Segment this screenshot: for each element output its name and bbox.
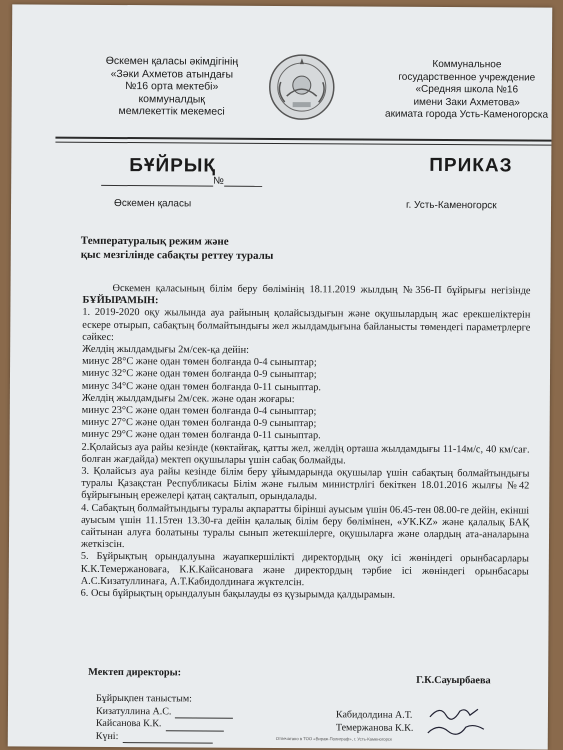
body-line: минус 23°С және одан төмен болғанда 0-4 сыныптар; — [81, 404, 317, 418]
body-line: 2.Қолайсыз ауа райы кезінде (көктайғақ, қатты жел, желдің орташа жылдамдығы 11-14м/с, 40 км/сағ. болған жағдайда) мектеп оқушылары үшін сабақ болмайды. — [81, 441, 530, 467]
number-blank — [224, 186, 262, 187]
document-page — [8, 4, 553, 749]
print-note: Отпечатано в ТОО «Вираж-Полиграф», г. Усть-Каменогорск — [275, 735, 392, 742]
header-kz-line: мемлекеттік мекемесі — [118, 105, 225, 118]
city-kz: Өскемен қаласы — [114, 197, 192, 210]
order-body — [81, 283, 531, 603]
state-emblem-icon — [267, 52, 337, 122]
header-kz-line: Өскемен қаласы әкімдігінің — [105, 54, 239, 68]
ack-row — [96, 718, 234, 731]
intro-text: Өскемен қаласының білім беру бөлімінің 18.11.2019 жылдың №356-П бұйрығы негізінде — [112, 282, 531, 297]
date-blank — [101, 185, 213, 187]
body-line: 6. Осы бұйрықтың орындалуын бақылауды өз қүзырымда қалдырамын. — [80, 587, 396, 601]
order-number-line — [101, 175, 262, 187]
body-line: Желдің жылдамдығы 2м/сек-қа дейін: — [82, 343, 250, 356]
header-kz-line: «Зәки Ахметов атындағы — [110, 67, 234, 81]
header-ru-line: государственное учреждение — [398, 71, 536, 84]
header-kz-line: №16 орта мектебі» — [125, 80, 219, 93]
acknowledgement-block — [96, 693, 234, 744]
body-line: минус 27°С және одан төмен болғанда 0-9 сыныптар; — [81, 417, 317, 430]
director-label: Мектеп директоры: — [88, 666, 182, 679]
executor-name: Темержанова К.К. — [335, 721, 414, 734]
executors-block — [336, 709, 414, 734]
date-line — [122, 742, 212, 744]
intro-order-word: БҰЙЫРАМЫН: — [82, 294, 159, 307]
header-divider — [55, 142, 551, 146]
header-ru-line: имени Заки Ахметова» — [413, 96, 520, 108]
body-line: 5. Бұйрықтың орындалуына жауапкершілікті директордың оқу ісі жөніндегі орынбасарлары К.К.Темержановаға, К.К.Кайсановаға және директордың тәрбие ісі жөніндегі орынбасары А.С.Кизатуллинаға, А.Т.Кабидолдинаға жүктелсін. — [80, 551, 529, 589]
title-kz: БҰЙРЫҚ — [129, 155, 217, 177]
ack-row — [96, 705, 234, 718]
executor-name: Кабидолдина А.Т. — [335, 709, 413, 721]
header-ru — [372, 59, 562, 123]
ack-heading: Бұйрықпен таныстым: — [95, 692, 193, 705]
ack-name: Кизатуллина А.С. — [95, 705, 172, 717]
body-line: минус 34°С және одан төмен болғанда 0-11 сыныптар. — [81, 380, 322, 393]
body-line: 4. Сабақтың болмайтындығы туралы ақпаратты бірінші ауысым үшін 06.45-тен 08.00-ге дейін, екінші ауысым үшін 11.15тен 13.30-ға дейін қалалық білім беру бөлімінен, «УК.KZ» және қалалық БАҚ сайтынан алуға болатыны туралы сынып жетекшілерге, оқушыларға және олардың ата-аналарына жеткізсін. — [80, 502, 530, 551]
body-line: Желдің жылдамдығы 2м/сек. және одан жоғары: — [81, 392, 295, 405]
header-ru-line: «Средняя школа №16 — [415, 83, 519, 96]
subject-line: Температуралық режим және — [80, 234, 229, 248]
body-line: минус 28°С және одан төмен болғанда 0-4 сыныптар; — [82, 356, 317, 369]
body-line: 1. 2019-2020 оқу жылында ауа райының қолайсыздығын және оқушылардың жас ерекшеліктерін ескере отырып, сабақтың болмайтындығы жел жылдамдығына байланысты төмендегі параметрлерге сәйкес: — [82, 307, 531, 343]
title-ru: ПРИКАЗ — [429, 154, 513, 177]
intro-paragraph — [82, 283, 530, 310]
order-subject — [81, 234, 274, 263]
handwritten-signature-icon — [426, 703, 486, 737]
ack-row — [96, 730, 234, 743]
ack-name: Кайсанова К.К. — [95, 717, 162, 730]
ack-date-label: Күні: — [95, 730, 119, 742]
body-line: 3. Қолайсыз ауа райы кезінде білім беру ұйымдарында оқушылар үшін сабақтың болмайтындығы туралы Қазақстан Республикасы Білім және ғылым министрлігі бекіткен 18.01.2016 жылғы №42 бұйрығының ережелері қатаң сақталып, орындалады. — [81, 465, 530, 503]
city-ru: г. Усть-Каменогорск — [406, 199, 497, 212]
body-line: минус 32°С және одан төмен болғанда 0-9 сыныптар; — [81, 368, 317, 381]
header-kz-line: коммуналдық — [138, 92, 205, 106]
subject-line: қыс мезгілінде сабақты реттеу туралы — [80, 248, 274, 262]
director-name: Г.К.Сауырбаева — [416, 674, 491, 687]
number-mark: № — [213, 175, 224, 187]
body-line: минус 29°С және одан төмен болғанда 0-11 сыныптар. — [81, 429, 321, 442]
header-ru-line: акимата города Усть-Каменогорска — [385, 108, 549, 121]
header-kz — [82, 55, 262, 119]
header-divider — [55, 137, 551, 142]
header-ru-line: Коммунальное — [432, 58, 502, 71]
